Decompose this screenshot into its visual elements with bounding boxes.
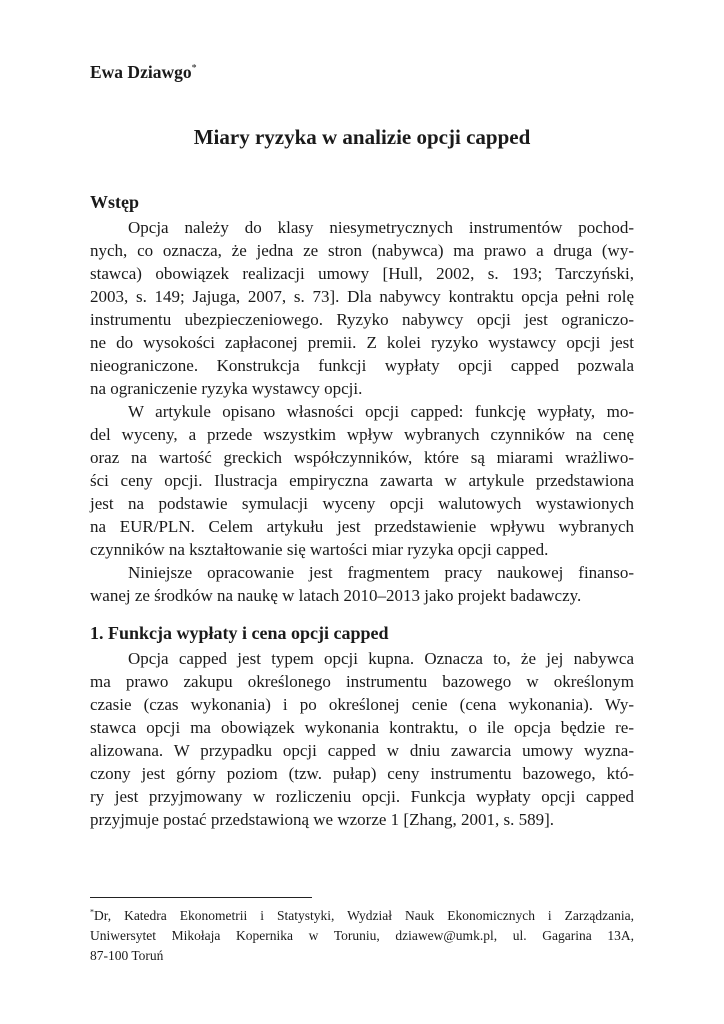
- text-line: na ograniczenie ryzyka wystawcy opcji.: [90, 379, 363, 398]
- text-line: czynników na kształtowanie się wartości miar ryzyka opcji capped.: [90, 540, 549, 559]
- section-heading-intro: Wstęp: [90, 192, 139, 212]
- text-line: oraz na wartość greckich współczynników, które są miarami wrażliwo-: [90, 448, 634, 467]
- text-line: ma prawo zakupu określonego instrumentu bazowego w określonym: [90, 672, 634, 691]
- text-line: del wyceny, a przede wszystkim wpływ wybranych czynników na cenę: [90, 425, 634, 444]
- text-line: czasie (czas wykonania) i po określonej cenie (cena wykonania). Wy-: [90, 695, 634, 714]
- text-line: ści ceny opcji. Ilustracja empiryczna zawarta w artykule przedstawiona: [90, 471, 634, 490]
- text-line: ry jest przyjmowany w rozliczeniu opcji. Funkcja wypłaty opcji capped: [90, 787, 634, 806]
- intro-body: [90, 216, 634, 607]
- text-line: W artykule opisano własności opcji capped: funkcję wypłaty, mo-: [128, 402, 634, 421]
- footnote-divider: [90, 897, 312, 898]
- paper-title: Miary ryzyka w analizie opcji capped: [193, 125, 531, 149]
- text-line: czony jest górny poziom (tzw. pułap) ceny instrumentu bazowego, któ-: [90, 764, 634, 783]
- text-line: alizowana. W przypadku opcji capped w dniu zawarcia umowy wyzna-: [90, 741, 634, 760]
- text-line: nych, co oznacza, że jedna ze stron (nabywca) ma prawo a druga (wy-: [90, 241, 634, 260]
- footnote-line: Dr, Katedra Ekonometrii i Statystyki, Wydział Nauk Ekonomicznych i Zarządzania,: [94, 908, 634, 923]
- author-name: Ewa Dziawgo*: [90, 62, 197, 82]
- footnote-marker: *: [90, 907, 94, 917]
- section-heading-1: 1. Funkcja wypłaty i cena opcji capped: [90, 623, 389, 643]
- text-line: ne do wysokości zapłaconej premii. Z kolei ryzyko wystawcy opcji jest: [90, 333, 634, 352]
- text-line: Opcja należy do klasy niesymetrycznych instrumentów pochod-: [128, 218, 634, 237]
- text-line: stawca) obowiązek realizacji umowy [Hull, 2002, s. 193; Tarczyński,: [90, 264, 634, 283]
- footnote-line: 87-100 Toruń: [90, 948, 164, 963]
- text-line: wanej ze środków na naukę w latach 2010–2013 jako projekt badawczy.: [90, 586, 582, 605]
- text-line: Opcja capped jest typem opcji kupna. Oznacza to, że jej nabywca: [128, 649, 634, 668]
- text-line: Niniejsze opracowanie jest fragmentem pracy naukowej finanso-: [128, 563, 634, 582]
- text-line: stawca opcji ma obowiązek wykonania kontraktu, o ile opcja będzie re-: [90, 718, 634, 737]
- author-footnote-marker: *: [191, 63, 197, 75]
- section-1-body: [90, 647, 634, 831]
- text-line: instrumentu ubezpieczeniowego. Ryzyko nabywcy opcji jest ograniczo-: [90, 310, 634, 329]
- text-line: 2003, s. 149; Jajuga, 2007, s. 73]. Dla nabywcy kontraktu opcja pełni rolę: [90, 287, 634, 306]
- text-line: przyjmuje postać przedstawioną we wzorze 1 [Zhang, 2001, s. 589].: [90, 810, 555, 829]
- text-line: nieograniczone. Konstrukcja funkcji wypłaty opcji capped pozwala: [90, 356, 634, 375]
- text-line: na EUR/PLN. Celem artykułu jest przedstawienie wpływu wybranych: [90, 517, 634, 536]
- footnote-line: Uniwersytet Mikołaja Kopernika w Toruniu, dziawew@umk.pl, ul. Gagarina 13A,: [90, 928, 634, 943]
- text-line: jest na podstawie symulacji wyceny opcji walutowych wystawionych: [90, 494, 634, 513]
- footnote: [90, 906, 634, 966]
